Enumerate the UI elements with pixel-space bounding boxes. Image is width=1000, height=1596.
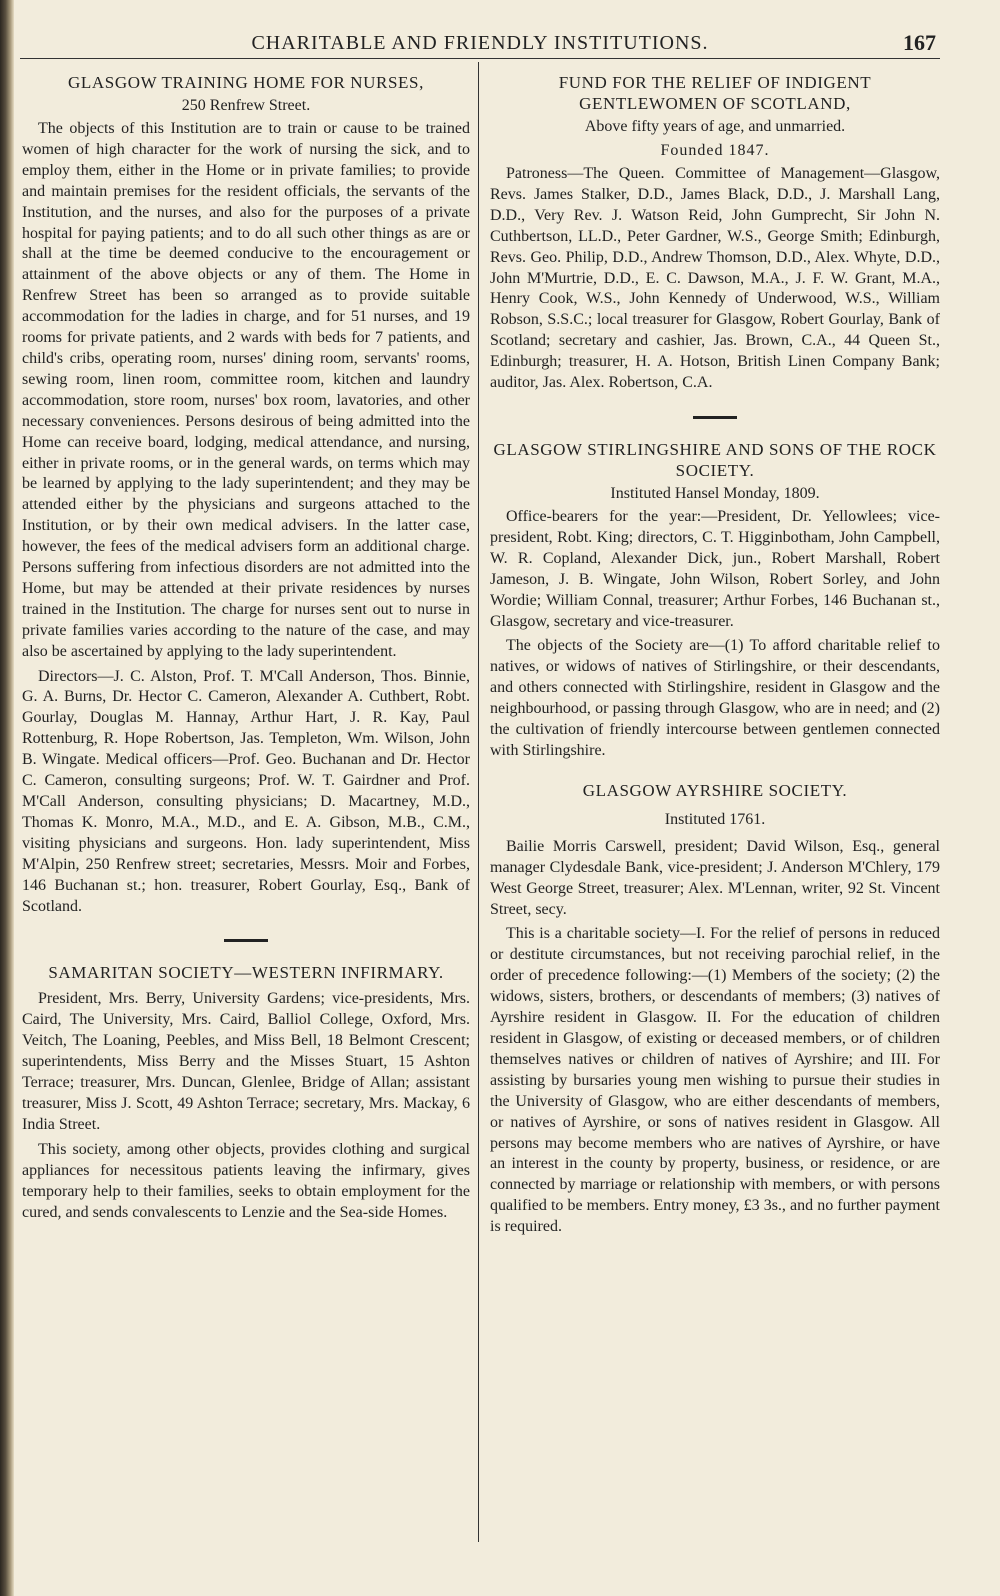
paragraph: Patroness—The Queen. Committee of Management—Glasgow, Revs. James Stalker, D.D., James Black, D.D., J. Marshall Lang, D.D., Very Rev. J. Watson Reid, John Gumprecht, Sir John N. Cuthbertson, LL.D., Peter Gardner, W.S., George Smith; Edinburgh, Revs. Geo. Philip, D.D., Andrew Thomson, D.D., Alex. Whyte, D.D., John M'Murtrie, D.D., E. C. Dawson, M.A., J. F. W. Grant, M.A., Henry Cook, W.S., John Kennedy of Underwood, W.S., William Robson, S.S.C.; local treasurer for Glasgow, Robert Gourlay, Bank of Scotland; secretary and cashier, Jas. Brown, C.A., 44 Queen St., Edinburgh; treasurer, H. A. Hotson, British Linen Company Bank; auditor, Jas. Alex. Robertson, C.A. xyxy=(490,165,940,392)
paragraph: President, Mrs. Berry, University Gardens; vice-presidents, Mrs. Caird, The University, Mrs. Caird, Balliol College, Oxford, Mrs. Veitch, The Loaning, Peebles, and Miss Bell, 18 Belmont Crescent; superintendents, Miss Berry and the Misses Stuart, 15 Ashton Terrace; treasurer, Mrs. Duncan, Glenlee, Bridge of Allan; assistant treasurer, Miss J. Scott, 49 Ashton Terrace; secretary, Mrs. Mackay, 6 India Street. xyxy=(22,990,470,1133)
paragraph: This society, among other objects, provides clothing and surgical appliances for necessitous patients leaving the infirmary, gives temporary help to their families, seeks to obtain employment for the cured, and sends convalescents to Lenzie and the Sea-side Homes. xyxy=(22,1140,470,1221)
section-title: FUND FOR THE RELIEF OF INDIGENT GENTLEWOMEN OF SCOTLAND, xyxy=(558,73,872,113)
section-ayrshire-society xyxy=(490,780,940,1238)
paragraph: Bailie Morris Carswell, president; David Wilson, Esq., general manager Clydesdale Bank, vice-president; J. Anderson M'Chlery, 179 West George Street, treasurer; Alex. M'Lennan, writer, 92 St. Vincent Street, secy. xyxy=(490,837,940,918)
section-stirlingshire-society xyxy=(490,439,940,762)
section-training-home xyxy=(22,72,470,917)
running-head: CHARITABLE AND FRIENDLY INSTITUTIONS. xyxy=(251,32,709,54)
section-title: GLASGOW TRAINING HOME FOR NURSES, xyxy=(68,73,424,92)
section-indigent-gentlewomen-fund xyxy=(490,72,940,394)
section-title: GLASGOW AYRSHIRE SOCIETY. xyxy=(582,780,848,800)
section-address: 250 Renfrew Street. xyxy=(181,97,311,114)
section-subtitle: Instituted 1761. xyxy=(664,810,766,828)
book-binding-edge xyxy=(0,0,14,1596)
section-subtitle: Above fifty years of age, and unmarried. xyxy=(584,118,846,135)
page-header xyxy=(20,30,940,59)
column-divider xyxy=(478,62,479,1542)
section-separator xyxy=(693,416,737,419)
section-subtitle: Instituted Hansel Monday, 1809. xyxy=(610,484,820,502)
section-title: SAMARITAN SOCIETY—WESTERN INFIRMARY. xyxy=(48,963,444,983)
paragraph: This is a charitable society—I. For the relief of persons in reduced or destitute circumstances, but not receiving parochial relief, in the order of precedence following:—(1) Members of the society; (2) the widows, sisters, brothers, or descendants of members; (3) natives of Ayrshire resident in Glasgow. II. For the education of children resident in Glasgow, of existing or deceased members, or of children themselves natives or children of natives of Ayrshire; and III. For assisting by bursaries young men wishing to pursue their studies in the University of Glasgow, who are either descendants of members, or natives of Ayrshire, or sons of natives resident in Glasgow. All persons may become members who are natives of Ayrshire, or have an interest in the county by property, business, or residence, or are connected by marriage or relationship with members, or with persons qualified to be members. Entry money, £3 3s., and no further payment is required. xyxy=(490,925,940,1236)
page-number: 167 xyxy=(903,30,936,55)
section-founded: Founded 1847. xyxy=(660,142,770,159)
left-column xyxy=(22,72,470,1576)
paragraph: Office-bearers for the year:—President, Dr. Yellowlees; vice-president, Robt. King; directors, C. T. Higginbotham, John Campbell, W. R. Copland, Alexander Dick, jun., Robert Marshall, Robert Jameson, J. B. Wingate, John Wilson, Robert Sorley, and John Wordie; William Connal, treasurer; Arthur Forbes, 146 Buchanan st., Glasgow, secretary and vice-treasurer. xyxy=(490,507,940,630)
section-separator xyxy=(224,939,268,942)
section-samaritan-society xyxy=(22,962,470,1223)
paragraph: The objects of the Society are—(1) To afford charitable relief to natives, or widows of natives of Stirlingshire, or their descendants, and others connected with Stirlingshire, resident in Glasgow and the neighbourhood, or passing through Glasgow, who are in need; and (2) the cultivation of friendly intercourse between gentlemen connected with Stirlingshire. xyxy=(490,637,940,759)
paragraph: Directors—J. C. Alston, Prof. T. M'Call Anderson, Thos. Binnie, G. A. Burns, Dr. Hector C. Cameron, Alexander A. Cuthbert, Robt. Gourlay, Douglas M. Hannay, Arthur Hart, J. R. Kay, Paul Rottenburg, R. Hope Robertson, Jas. Templeton, Wm. Wilson, John B. Wingate. Medical officers—Prof. Geo. Buchanan and Dr. Hector C. Cameron, consulting surgeons; Prof. W. T. Gairdner and Prof. M'Call Anderson, consulting physicians; D. Macartney, M.D., Thomas K. Monro, M.A., M.D., and E. A. Gibson, M.B., C.M., visiting physicians and surgeons. Hon. lady superintendent, Miss M'Alpin, 250 Renfrew street; secretaries, Messrs. Moir and Forbes, 146 Buchanan st.; hon. treasurer, Robert Gourlay, Esq., Bank of Scotland. xyxy=(22,667,470,915)
section-title: GLASGOW STIRLINGSHIRE AND SONS OF THE ROCK SOCIETY. xyxy=(493,439,937,480)
paragraph: The objects of this Institution are to train or cause to be trained women of high character for the work of nursing the sick, and to employ them, either in the Home or in private families; to provide and maintain premises for the resident officials, the servants of the Institution, and the nurses, and also for the purposes of a private hospital for paying patients; and to do all such other things as are or shall at the time be deemed conducive to the encouragement or attainment of the above objects or any of them. The Home in Renfrew Street has been so arranged as to provide suitable accommodation for the ladies in charge, and for 51 nurses, and 19 rooms for private patients, and 2 wards with beds for 7 patients, and child's cribs, operating room, nurses' dining room, servants' rooms, sewing room, linen room, committee room, kitchen and laundry accommodation, store room, nurses' box room, lavatories, and other necessary conveniences. Persons desirous of being admitted into the Home can receive board, lodging, medical attendance, and nursing, either in private rooms, or in the general wards, on terms which may be learned by applying to the lady superintendent; and they may be attended either by the physicians and surgeons attached to the Institution, or by their own medical advisers. In the latter case, however, the fees of the medical advisers form an additional charge. Persons suffering from infectious disorders are not admitted into the Home, but may be attended at their private residences by nurses trained in the Institution. The charge for nurses sent out to nurse in private families varies according to the nature of the case, and may also be ascertained by applying to the lady superintendent. xyxy=(22,120,470,660)
right-column xyxy=(490,72,940,1576)
